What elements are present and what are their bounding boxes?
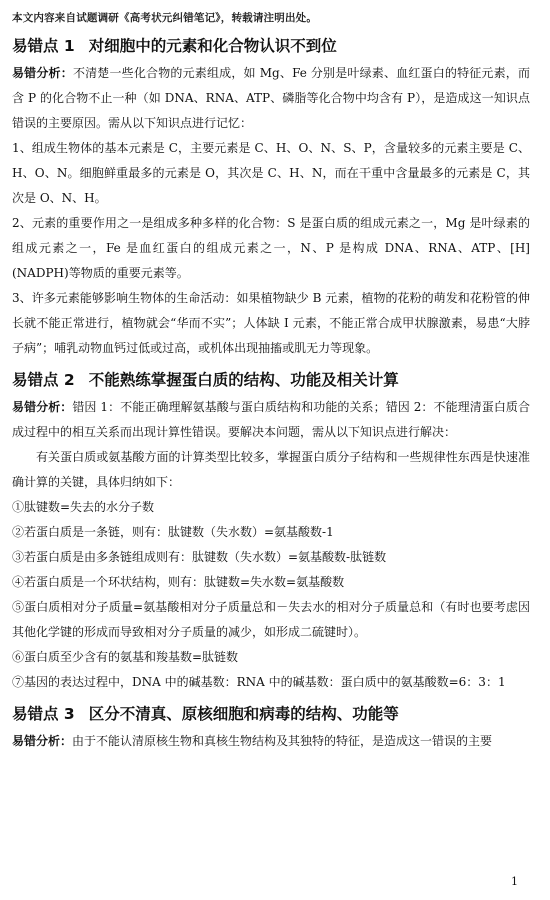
section-3-analysis — [12, 729, 530, 754]
formula-item: ⑤蛋白质相对分子质量=氨基酸相对分子质量总和－失去水的相对分子质量总和（有时也要考虑因其他化学键的形成而导致相对分子质量的减少，如形成二硫键时）。 — [12, 600, 530, 639]
section-1-heading — [12, 34, 530, 58]
formula-item: ⑦基因的表达过程中，DNA 中的碱基数：RNA 中的碱基数：蛋白质中的氨基酸数=6：3：1 — [12, 675, 506, 689]
source-notice: 本文内容来自试题调研《高考状元纠错笔记》，转载请注明出处。 — [12, 12, 318, 24]
analysis-text: 不清楚一些化合物的元素组成，如 Mg、Fe 分别是叶绿素、血红蛋白的特征元素，而含 P 的化合物不止一种（如 DNA、RNA、ATP、磷脂等化合物中均含有 P），是造成这一知识点错误的主要原因。需从以下知识点进行记忆： — [12, 66, 530, 130]
formula-item: ④若蛋白质是一个环状结构，则有：肽键数=失水数=氨基酸数 — [12, 575, 345, 589]
section-3-title: 区分不清真、原核细胞和病毒的结构、功能等 — [88, 705, 399, 723]
section-2-intro: 有关蛋白质或氨基酸方面的计算类型比较多，掌握蛋白质分子结构和一些规律性东西是快速准确计算的关键，具体归纳如下： — [12, 450, 530, 489]
section-3-heading — [12, 702, 530, 726]
analysis-label: 易错分析： — [12, 66, 73, 80]
formula-item: ⑥蛋白质至少含有的氨基和羧基数=肽链数 — [12, 650, 239, 664]
section-1-point-2: 2、元素的重要作用之一是组成多种多样的化合物：S 是蛋白质的组成元素之一，Mg 是叶绿素的组成元素之一，Fe 是血红蛋白的组成元素之一，N、P 是构成 DNA、RNA、ATP、[H](NADPH)等物质的重要元素等。 — [12, 216, 530, 280]
section-1-title: 对细胞中的元素和化合物认识不到位 — [88, 37, 337, 55]
section-1-analysis — [12, 61, 530, 136]
section-1-point-1: 1、组成生物体的基本元素是 C，主要元素是 C、H、O、N、S、P，含量较多的元素主要是 C、H、O、N。细胞鲜重最多的元素是 O，其次是 C、H、N，而在干重中含量最多的元素是 C，其次是 O、N、H。 — [12, 141, 530, 205]
analysis-label: 易错分析： — [12, 400, 73, 414]
section-2-number: 易错点 2 — [12, 371, 75, 389]
section-1-point-3: 3、许多元素能够影响生物体的生命活动：如果植物缺少 B 元素，植物的花粉的萌发和花粉管的伸长就不能正常进行，植物就会“华而不实”；人体缺 I 元素，不能正常合成甲状腺激素，易患“大脖子病”；哺乳动物血钙过低或过高，或机体出现抽搐或肌无力等现象。 — [12, 291, 530, 355]
section-2-heading — [12, 368, 530, 392]
formula-item: ③若蛋白质是由多条链组成则有：肽键数（失水数）=氨基酸数-肽链数 — [12, 550, 387, 564]
section-2-title: 不能熟练掌握蛋白质的结构、功能及相关计算 — [88, 371, 399, 389]
formula-item: ②若蛋白质是一条链，则有：肽键数（失水数）=氨基酸数-1 — [12, 525, 334, 539]
formula-item: ①肽键数=失去的水分子数 — [12, 500, 155, 514]
analysis-text: 由于不能认清原核生物和真核生物结构及其独特的特征，是造成这一错误的主要 — [72, 734, 493, 748]
section-2-analysis — [12, 395, 530, 445]
page-number: 1 — [511, 875, 518, 888]
analysis-text: 错因 1：不能正确理解氨基酸与蛋白质结构和功能的关系；错因 2：不能理清蛋白质合成过程中的相互关系而出现计算性错误。要解决本问题，需从以下知识点进行解决： — [12, 400, 530, 439]
section-3-number: 易错点 3 — [12, 705, 75, 723]
section-1-number: 易错点 1 — [12, 37, 75, 55]
analysis-label: 易错分析： — [12, 734, 73, 748]
